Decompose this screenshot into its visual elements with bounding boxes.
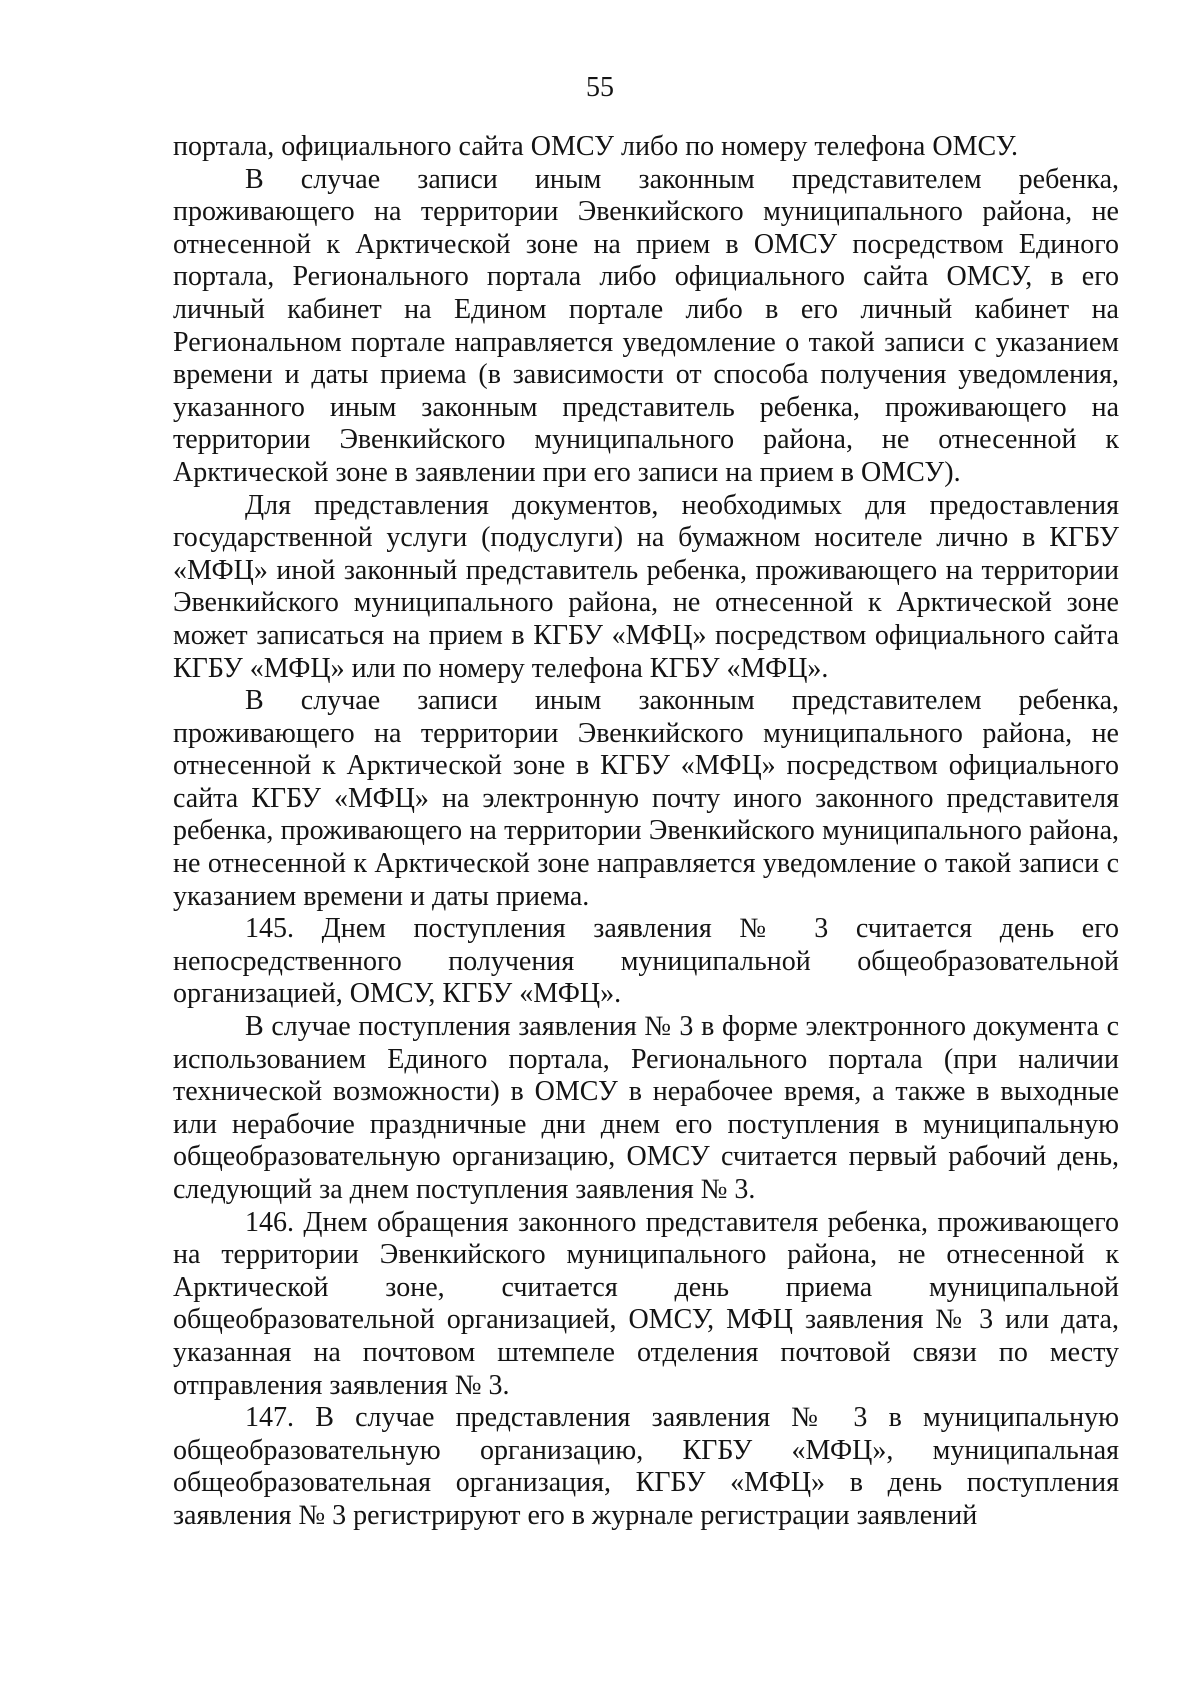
paragraph-clause-147: 147. В случае представления заявления № 3 в муниципальную общеобразовательную организацию, КГБУ «МФЦ», муниципальная общеобразовательная организация, КГБУ «МФЦ» в день поступления заявления № 3 регистрируют его в журнале регистрации заявлений xyxy=(173,1402,1119,1531)
paragraph-record-omsu: В случае записи иным законным представителем ребенка, проживающего на территории Эвенкийского муниципального района, не отнесенной к Арктической зоне на прием в ОМСУ посредством Единого портала, Регионального портала либо официального сайта ОМСУ, в его личный кабинет на Едином портале либо в его личный кабинет на Региональном портале направляется уведомление о такой записи с указанием времени и даты приема (в зависимости от способа получения уведомления, указанного иным законным представитель ребенка, проживающего на территории Эвенкийского муниципального района, не отнесенной к Арктической зоне в заявлении при его записи на прием в ОМСУ). xyxy=(173,163,1119,488)
page-number: 55 xyxy=(586,72,614,103)
paragraph-clause-146: 146. Днем обращения законного представителя ребенка, проживающего на территории Эвенкийского муниципального района, не отнесенной к Арктической зоне, считается день приема муниципальной общеобразовательной организацией, ОМСУ, МФЦ заявления № 3 или дата, указанная на почтовом штемпеле отделения почтовой связи по месту отправления заявления № 3. xyxy=(173,1206,1119,1401)
paragraph-clause-145: 145. Днем поступления заявления № 3 считается день его непосредственного получения муниципальной общеобразовательной организацией, ОМСУ, КГБУ «МФЦ». xyxy=(173,913,1119,1010)
paragraph-record-mfc: В случае записи иным законным представителем ребенка, проживающего на территории Эвенкийского муниципального района, не отнесенной к Арктической зоне в КГБУ «МФЦ» посредством официального сайта КГБУ «МФЦ» на электронную почту иного законного представителя ребенка, проживающего на территории Эвенкийского муниципального района, не отнесенной к Арктической зоне направляется уведомление о такой записи с указанием времени и даты приема. xyxy=(173,685,1119,912)
paragraph-continuation: портала, официального сайта ОМСУ либо по номеру телефона ОМСУ. xyxy=(173,131,1019,162)
paragraph-documents-mfc: Для представления документов, необходимых для предоставления государственной услуги (подуслуги) на бумажном носителе лично в КГБУ «МФЦ» иной законный представитель ребенка, проживающего на территории Эвенкийского муниципального района, не отнесенной к Арктической зоне может записаться на прием в КГБУ «МФЦ» посредством официального сайта КГБУ «МФЦ» или по номеру телефона КГБУ «МФЦ». xyxy=(173,489,1119,684)
paragraph-electronic-submission: В случае поступления заявления № 3 в форме электронного документа с использованием Единого портала, Регионального портала (при наличии технической возможности) в ОМСУ в нерабочее время, а также в выходные или нерабочие праздничные дни днем его поступления в муниципальную общеобразовательную организацию, ОМСУ считается первый рабочий день, следующий за днем поступления заявления № 3. xyxy=(173,1011,1119,1205)
document-body xyxy=(173,131,1119,1533)
